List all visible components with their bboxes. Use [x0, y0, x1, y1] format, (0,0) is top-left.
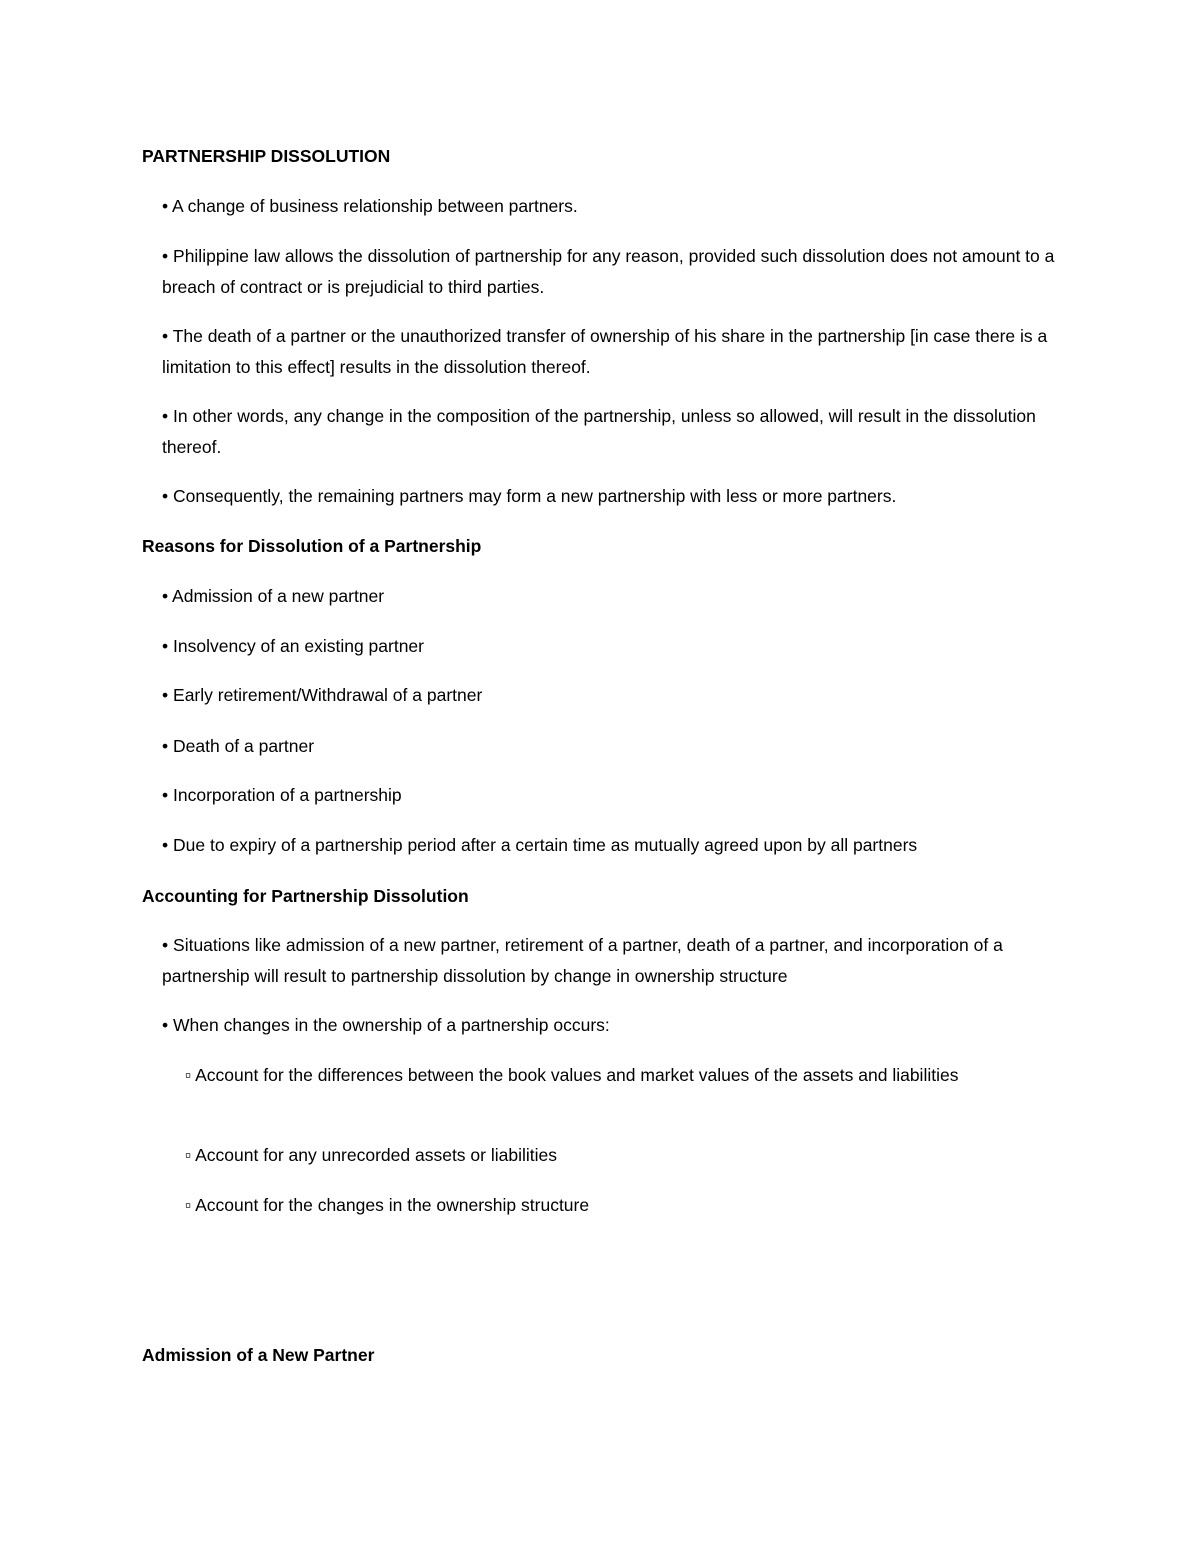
intro-bullet-1: [162, 191, 1062, 222]
accounting-sub-text-3: Account for the changes in the ownership structure: [195, 1195, 590, 1215]
reason-text-6: Due to expiry of a partnership period after a certain time as mutually agreed upon by all partners: [173, 835, 918, 855]
bullet-icon: •: [162, 835, 169, 855]
accounting-sub-bullet-3: [185, 1190, 1015, 1221]
square-bullet-icon: ▫: [185, 1065, 192, 1085]
reason-bullet-5: [162, 780, 1062, 811]
bullet-icon: •: [162, 736, 169, 756]
reason-bullet-3: [162, 680, 1062, 711]
intro-bullet-5: [162, 481, 1062, 512]
square-bullet-icon: ▫: [185, 1195, 192, 1215]
bullet-icon: •: [162, 586, 169, 606]
accounting-bullet-2: [162, 1010, 1062, 1041]
accounting-text-1: Situations like admission of a new partner, retirement of a partner, death of a partner, and incorporation of a partnership will result to partnership dissolution by change in ownership structure: [162, 935, 1003, 986]
accounting-sub-bullet-1: [185, 1060, 1015, 1091]
bullet-icon: •: [162, 196, 169, 216]
bullet-icon: •: [162, 935, 169, 955]
bullet-icon: •: [162, 406, 169, 426]
intro-text-4: In other words, any change in the composition of the partnership, unless so allowed, will result in the dissolution thereof.: [162, 406, 1036, 457]
accounting-text-2: When changes in the ownership of a partnership occurs:: [173, 1015, 610, 1035]
bullet-icon: •: [162, 246, 169, 266]
accounting-sub-bullet-2: [185, 1140, 1015, 1171]
heading-partnership-dissolution: PARTNERSHIP DISSOLUTION: [142, 146, 391, 166]
intro-bullet-3: [162, 321, 1062, 382]
heading-accounting: Accounting for Partnership Dissolution: [142, 886, 469, 906]
reason-bullet-4: [162, 731, 1062, 762]
accounting-sub-text-1: Account for the differences between the book values and market values of the assets and liabilities: [195, 1065, 959, 1085]
bullet-icon: •: [162, 486, 169, 506]
reason-text-2: Insolvency of an existing partner: [173, 636, 424, 656]
square-bullet-icon: ▫: [185, 1145, 192, 1165]
intro-bullet-4: [162, 401, 1062, 462]
intro-text-5: Consequently, the remaining partners may form a new partnership with less or more partners.: [173, 486, 897, 506]
bullet-icon: •: [162, 326, 169, 346]
reason-text-4: Death of a partner: [173, 736, 315, 756]
reason-text-5: Incorporation of a partnership: [173, 785, 402, 805]
heading-admission: Admission of a New Partner: [142, 1345, 375, 1365]
bullet-icon: •: [162, 1015, 169, 1035]
intro-bullet-2: [162, 241, 1062, 302]
bullet-icon: •: [162, 685, 169, 705]
reason-bullet-2: [162, 631, 1062, 662]
heading-reasons: Reasons for Dissolution of a Partnership: [142, 536, 482, 556]
accounting-bullet-1: [162, 930, 1062, 991]
reason-bullet-6: [162, 830, 1062, 861]
bullet-icon: •: [162, 785, 169, 805]
reason-text-3: Early retirement/Withdrawal of a partner: [173, 685, 483, 705]
bullet-icon: •: [162, 636, 169, 656]
accounting-sub-text-2: Account for any unrecorded assets or liabilities: [195, 1145, 557, 1165]
reason-bullet-1: [162, 581, 1062, 612]
reason-text-1: Admission of a new partner: [172, 586, 385, 606]
intro-text-2: Philippine law allows the dissolution of partnership for any reason, provided such dissolution does not amount to a breach of contract or is prejudicial to third parties.: [162, 246, 1055, 297]
intro-text-3: The death of a partner or the unauthorized transfer of ownership of his share in the partnership [in case there is a limitation to this effect] results in the dissolution thereof.: [162, 326, 1048, 377]
intro-text-1: A change of business relationship between partners.: [172, 196, 578, 216]
